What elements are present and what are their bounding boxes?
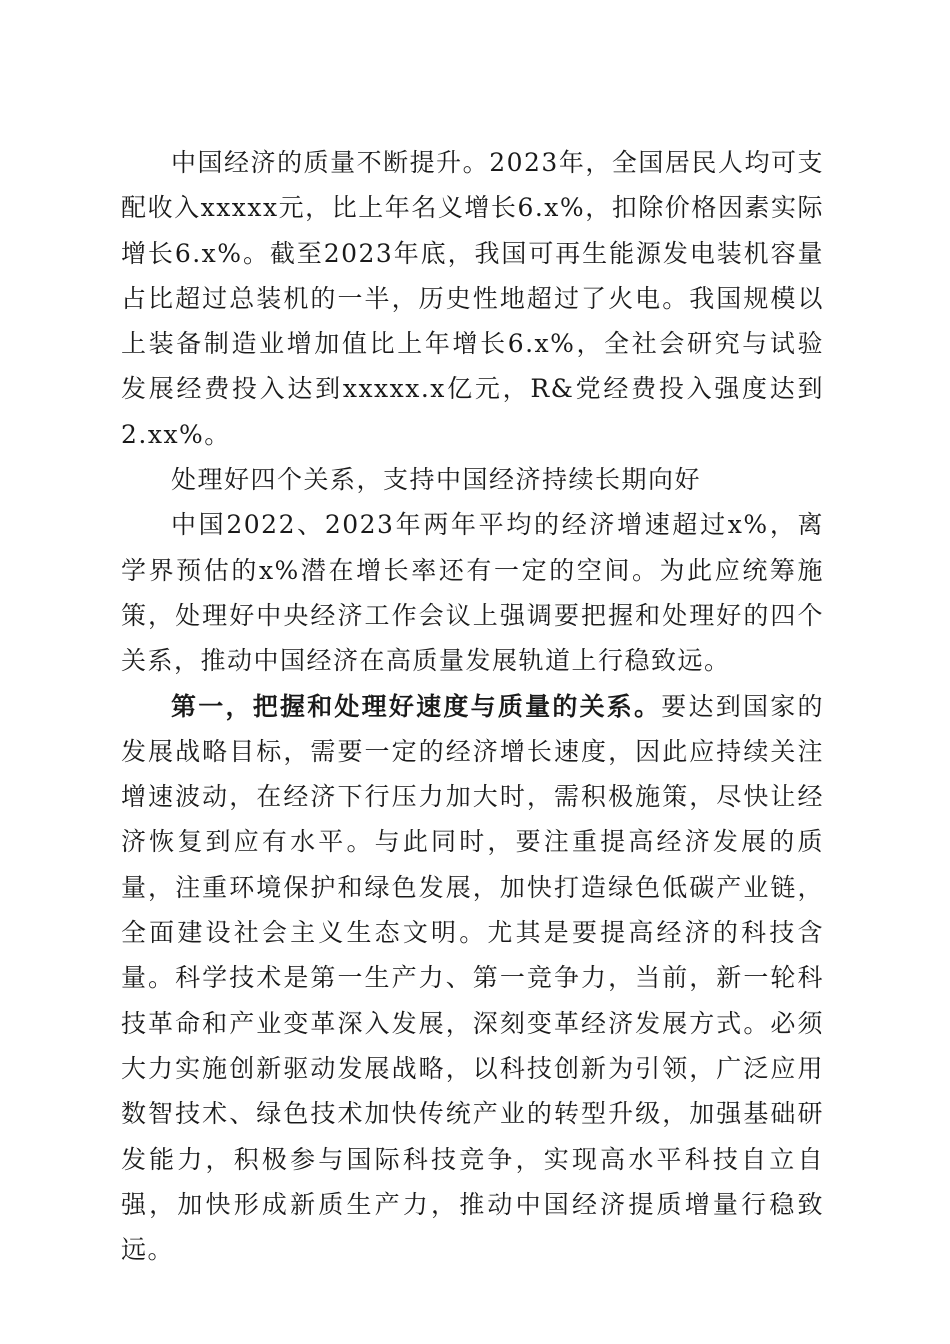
paragraph-text: 要达到国家的发展战略目标，需要一定的经济增长速度，因此应持续关注增速波动，在经济下行压力加大时，需积极施策，尽快让经济恢复到应有水平。与此同时，要注重提高经济发展的质量，注重环境保护和绿色发展，加快打造绿色低碳产业链，全面建设社会主义生态文明。尤其是要提高经济的科技含量。科学技术是第一生产力、第一竞争力，当前，新一轮科技革命和产业变革深入发展，深刻变革经济发展方式。必须大力实施创新驱动发展战略，以科技创新为引领，广泛应用数智技术、绿色技术加快传统产业的转型升级，加强基础研发能力，积极参与国际科技竞争，实现高水平科技自立自强，加快形成新质生产力，推动中国经济提质增量行稳致远。 [121,691,824,1265]
paragraph-lead-bold: 第一，把握和处理好速度与质量的关系。 [171,691,662,721]
paragraph-text: 中国2022、2023年两年平均的经济增速超过x%，离学界预估的x%潜在增长率还有一定的空间。为此应统筹施策，处理好中央经济工作会议上强调要把握和处理好的四个关系，推动中国经济在高质量发展轨道上行稳致远。 [121,510,824,676]
paragraph-growth-rate [121,502,824,683]
section-heading-text: 处理好四个关系，支持中国经济持续长期向好 [171,465,702,495]
paragraph-section-heading [121,457,824,502]
document-body [121,140,824,1272]
paragraph-income-growth [121,140,824,457]
paragraph-text: 中国经济的质量不断提升。2023年，全国居民人均可支配收入xxxxx元，比上年名义增长6.x%，扣除价格因素实际增长6.x%。截至2023年底，我国可再生能源发电装机容量占比超过总装机的一半，历史性地超过了火电。我国规模以上装备制造业增加值比上年增长6.x%，全社会研究与试验发展经费投入达到xxxxx.x亿元，R&党经费投入强度达到2.xx%。 [121,148,824,449]
paragraph-speed-quality [121,684,824,1273]
